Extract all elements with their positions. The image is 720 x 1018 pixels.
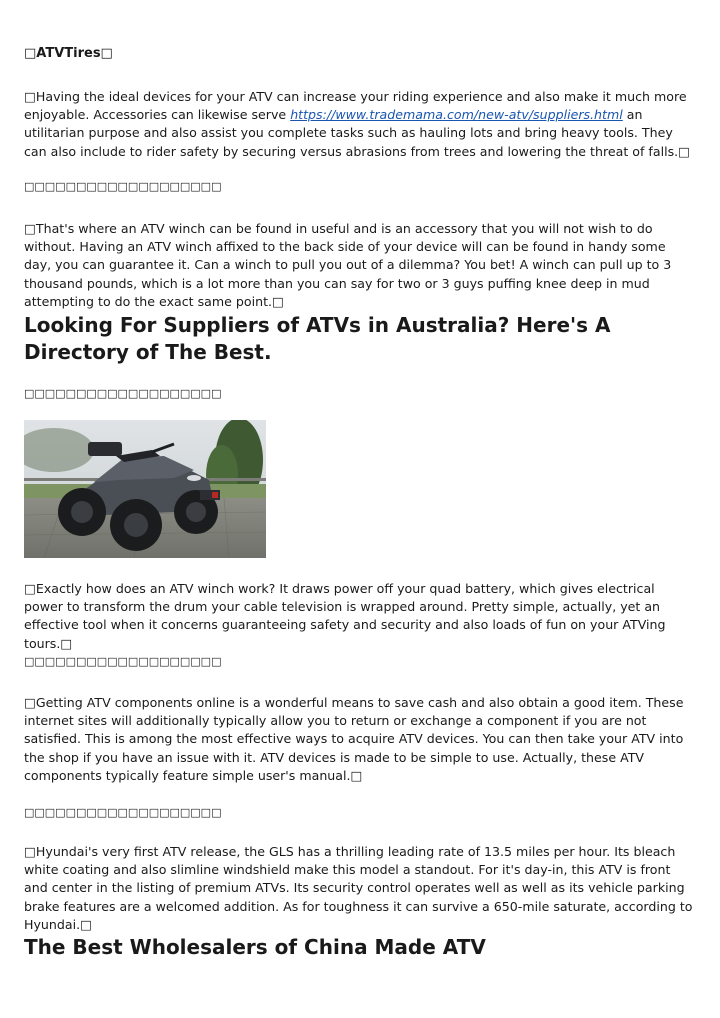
- paragraph-winch-how: □Exactly how does an ATV winch work? It draws power off your quad battery, which gives electrical power to transform the drum your cable television is wrapped around. Pretty simple, actually, yet an effective tool when it concerns guaranteeing safety and security and also loads of fun on your ATVing tours.□: [24, 581, 666, 651]
- supplier-link[interactable]: https://www.trademama.com/new-atv/suppliers.html: [290, 107, 623, 123]
- paragraph-accessories-text-2: an utilitarian purpose and also assist you complete tasks such as hauling lots and bring heavy tools. They can also include to rider safety by securing versus abrasions from trees and lowering the threat of falls.□: [24, 107, 691, 159]
- separator-2: □□□□□□□□□□□□□□□□□□□: [24, 387, 222, 400]
- separator-3: □□□□□□□□□□□□□□□□□□□: [24, 655, 222, 668]
- heading-china-wholesalers: The Best Wholesalers of China Made ATV: [24, 935, 486, 959]
- separator-1: □□□□□□□□□□□□□□□□□□□: [24, 180, 222, 193]
- paragraph-accessories-text-1: □Having the ideal devices for your ATV can increase your riding experience and also make it much more enjoyable. Accessories can likewise serve: [24, 89, 687, 123]
- section-heading-atv-tires: □ATVTires□: [24, 46, 113, 61]
- paragraph-winch-useful: □That's where an ATV winch can be found in useful and is an accessory that you will not wish to do without. Having an ATV winch affixed to the back side of your device will can be found in handy some day, you can guarantee it. Can a winch to pull you out of a dilemma? You bet! A winch can pull up to 3 thousand pounds, which is a lot more than you can say for two or 3 guys puffing knee deep in mud attempting to do the exact same point.□: [24, 221, 672, 309]
- paragraph-accessories: [24, 88, 696, 161]
- paragraph-hyundai: □Hyundai's very first ATV release, the GLS has a thrilling leading rate of 13.5 miles per hour. Its bleach white coating and also slimline windshield make this model a standout. For it's day-in, this ATV is front and center in the listing of premium ATVs. Its security control operates well as well as its vehicle parking brake features are a welcomed addition. As for toughness it can survive a 650-mile saturate, according to Hyundai.□: [24, 844, 693, 932]
- atv-illustration: [24, 420, 266, 558]
- heading-suppliers-australia: Looking For Suppliers of ATVs in Australia? Here's A Directory of The Best.: [24, 313, 611, 364]
- atv-photo: [24, 420, 266, 558]
- paragraph-buying-parts-online: □Getting ATV components online is a wonderful means to save cash and also obtain a good item. These internet sites will additionally typically allow you to return or exchange a component if you are not satisfied. This is among the most effective ways to acquire ATV devices. You can then take your ATV into the shop if you have an issue with it. ATV devices is made to be simple to use. Actually, these ATV components typically feature simple user's manual.□: [24, 695, 684, 783]
- separator-4: □□□□□□□□□□□□□□□□□□□: [24, 806, 222, 819]
